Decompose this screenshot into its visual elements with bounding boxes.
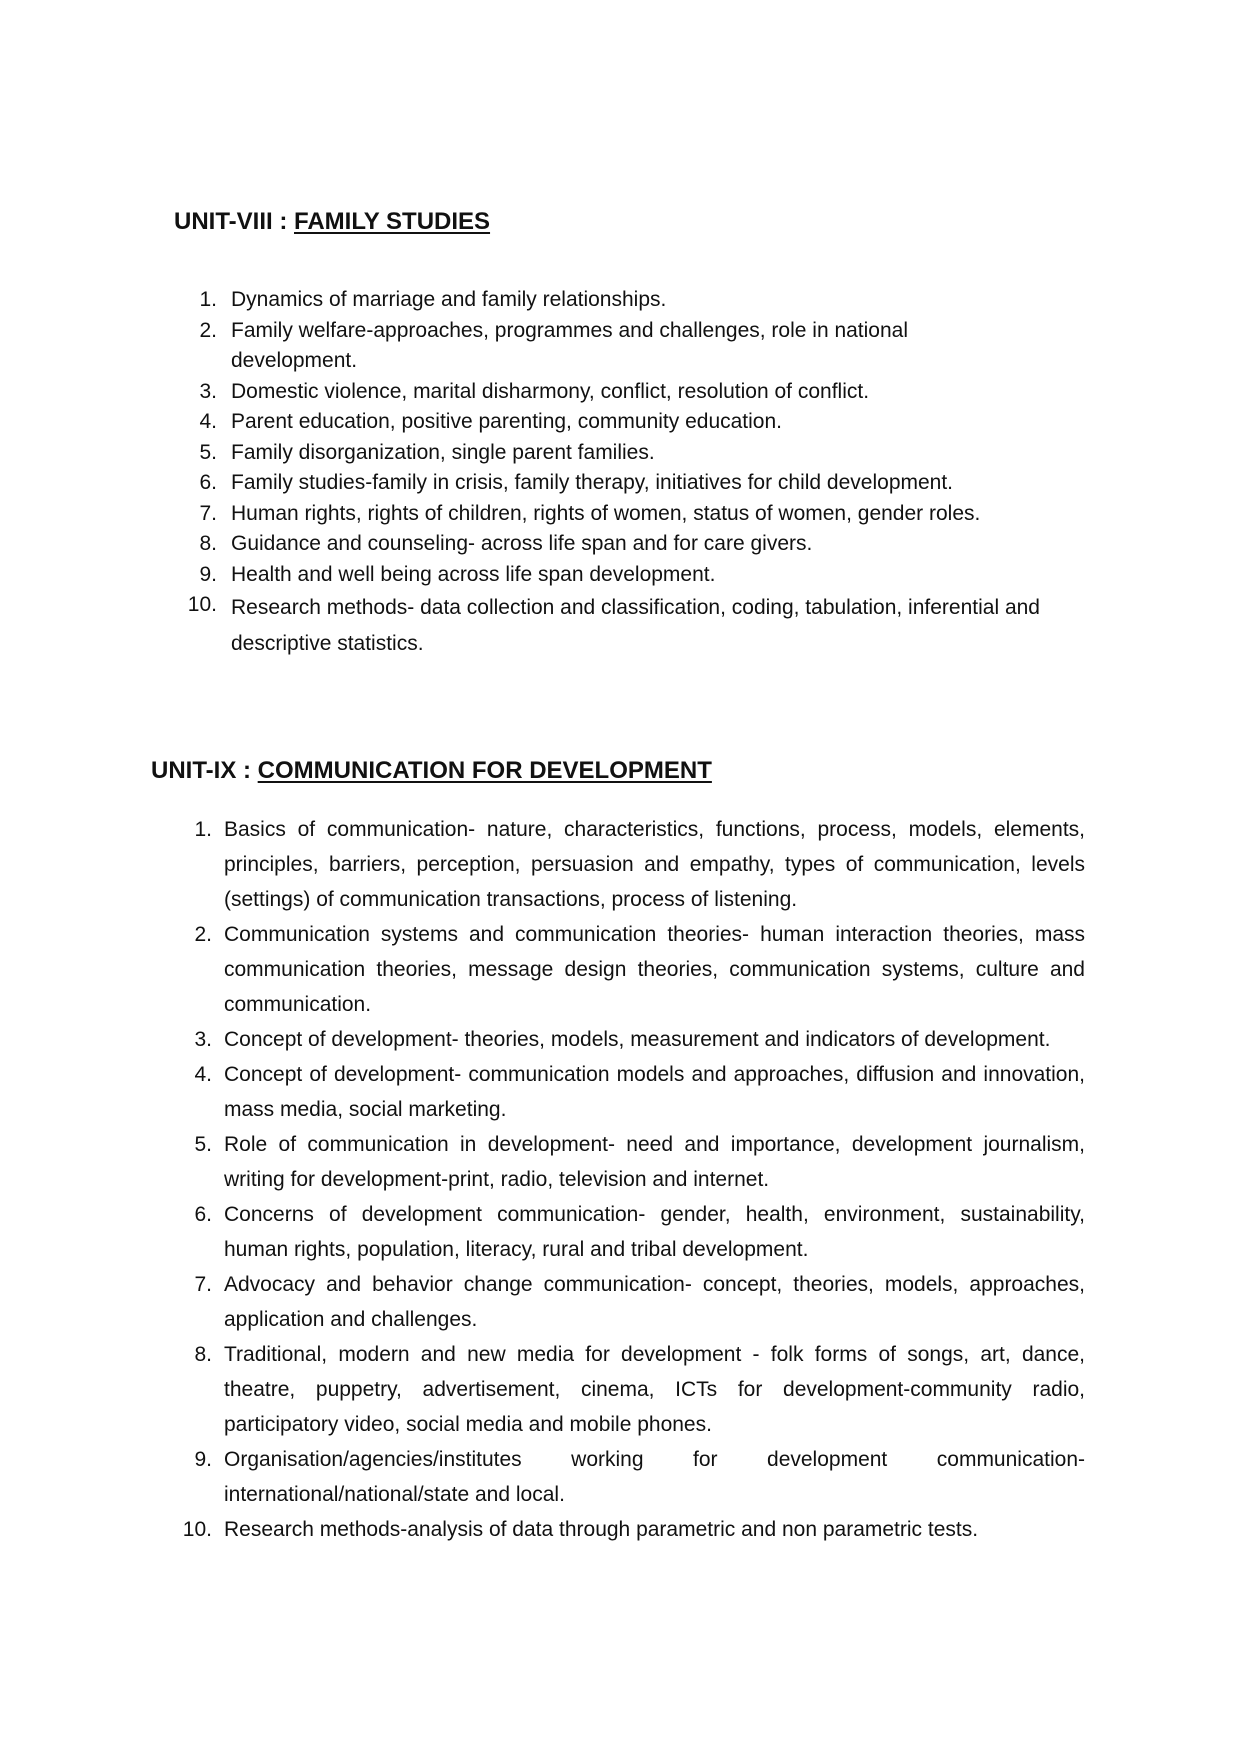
list-item: [194, 1267, 1085, 1337]
list-item-number: 4.: [194, 1063, 212, 1086]
list-item-number: 7.: [199, 501, 217, 525]
list-item: [194, 1337, 1085, 1442]
list-item-number: 4.: [199, 410, 217, 433]
list-item-text: Concept of development- theories, models, measurement and indicators of development.: [224, 1028, 1051, 1051]
list-item-text: Health and well being across life span development.: [231, 562, 716, 586]
list-item-text: Concept of development- communication models and approaches, diffusion and innovation, mass media, social marketing.: [224, 1063, 1085, 1121]
list-item: [199, 316, 1091, 377]
list-item-text: Traditional, modern and new media for development - folk forms of songs, art, dance, theatre, puppetry, advertisement, cinema, ICTs for development-community radio, participatory video, social media and mobile phones.: [224, 1343, 1085, 1436]
list-item-number: 3.: [199, 379, 217, 403]
list-item-text: Concerns of development communication- gender, health, environment, sustainability, human rights, population, literacy, rural and tribal development.: [224, 1203, 1085, 1261]
list-item-number: 5.: [199, 440, 217, 464]
list-item-text: Parent education, positive parenting, community education.: [231, 410, 782, 433]
list-item-number: 6.: [199, 471, 217, 494]
list-item: [199, 560, 1091, 591]
list-item: [194, 812, 1085, 917]
list-item-text: Dynamics of marriage and family relationships.: [231, 288, 667, 311]
list-item-text: Organisation/agencies/institutes working for development communication- international/national/state and local.: [224, 1448, 1085, 1506]
list-item-text: Family welfare-approaches, programmes and challenges, role in national development.: [231, 318, 909, 372]
list-item-text: Family disorganization, single parent families.: [231, 440, 655, 464]
list-item: [199, 529, 1091, 560]
list-item: [199, 285, 1091, 316]
list-item-number: 2.: [194, 923, 212, 946]
list-item-number: 6.: [194, 1203, 212, 1226]
list-item-text: Human rights, rights of children, rights of women, status of women, gender roles.: [231, 501, 981, 525]
unit-8-heading-title: FAMILY STUDIES: [294, 208, 491, 235]
list-item: [199, 377, 1091, 408]
list-item: [194, 1127, 1085, 1197]
list-item-text: Communication systems and communication theories- human interaction theories, mass communication theories, message design theories, communication systems, culture and communication.: [224, 923, 1085, 1016]
list-item-number: 7.: [194, 1273, 212, 1296]
list-item-number: 8.: [199, 532, 217, 555]
list-item: [194, 1057, 1085, 1127]
list-item-number: 2.: [199, 318, 217, 342]
list-item-text: Domestic violence, marital disharmony, conflict, resolution of conflict.: [231, 379, 870, 403]
list-item-number: 9.: [199, 562, 217, 586]
list-item: [182, 1512, 1085, 1547]
list-item-number: 1.: [199, 288, 217, 311]
list-item-text: Advocacy and behavior change communication- concept, theories, models, approaches, application and challenges.: [224, 1273, 1085, 1331]
list-item-text: Basics of communication- nature, characteristics, functions, process, models, elements, principles, barriers, perception, persuasion and empathy, types of communication, levels (settings) of communication transactions, process of listening.: [224, 818, 1085, 911]
list-item-text: Research methods-analysis of data through parametric and non parametric tests.: [224, 1518, 979, 1541]
unit-8-heading: [174, 207, 490, 237]
list-item: [199, 438, 1091, 469]
list-item-number: 3.: [194, 1028, 212, 1051]
list-item-number: 1.: [194, 818, 212, 841]
list-item: [199, 407, 1091, 438]
list-item: [194, 1442, 1085, 1512]
list-item-number: 10.: [187, 593, 217, 616]
list-item-number: 8.: [194, 1343, 212, 1366]
list-item-number: 10.: [182, 1518, 212, 1541]
list-item-number: 9.: [194, 1448, 212, 1471]
list-item-text: Role of communication in development- need and importance, development journalism, writing for development-print, radio, television and internet.: [224, 1133, 1085, 1191]
list-item: [199, 468, 1091, 499]
list-item-number: 5.: [194, 1133, 212, 1156]
list-item: [194, 1022, 1085, 1057]
unit-9-heading: [151, 756, 712, 786]
list-item-text: Research methods- data collection and classification, coding, tabulation, inferential and descriptive statistics.: [231, 596, 1040, 655]
list-item: [187, 590, 1091, 662]
list-item: [194, 917, 1085, 1022]
list-item-text: Guidance and counseling- across life span and for care givers.: [231, 532, 813, 555]
list-item: [199, 499, 1091, 530]
unit-8-topic-list: [187, 285, 1091, 662]
unit-9-heading-prefix: UNIT-IX :: [151, 757, 258, 784]
unit-9-heading-title: COMMUNICATION FOR DEVELOPMENT: [257, 757, 712, 784]
list-item: [194, 1197, 1085, 1267]
unit-9-topic-list: [182, 812, 1085, 1547]
list-item-text: Family studies-family in crisis, family therapy, initiatives for child development.: [231, 471, 954, 494]
unit-8-heading-prefix: UNIT-VIII :: [174, 208, 294, 235]
